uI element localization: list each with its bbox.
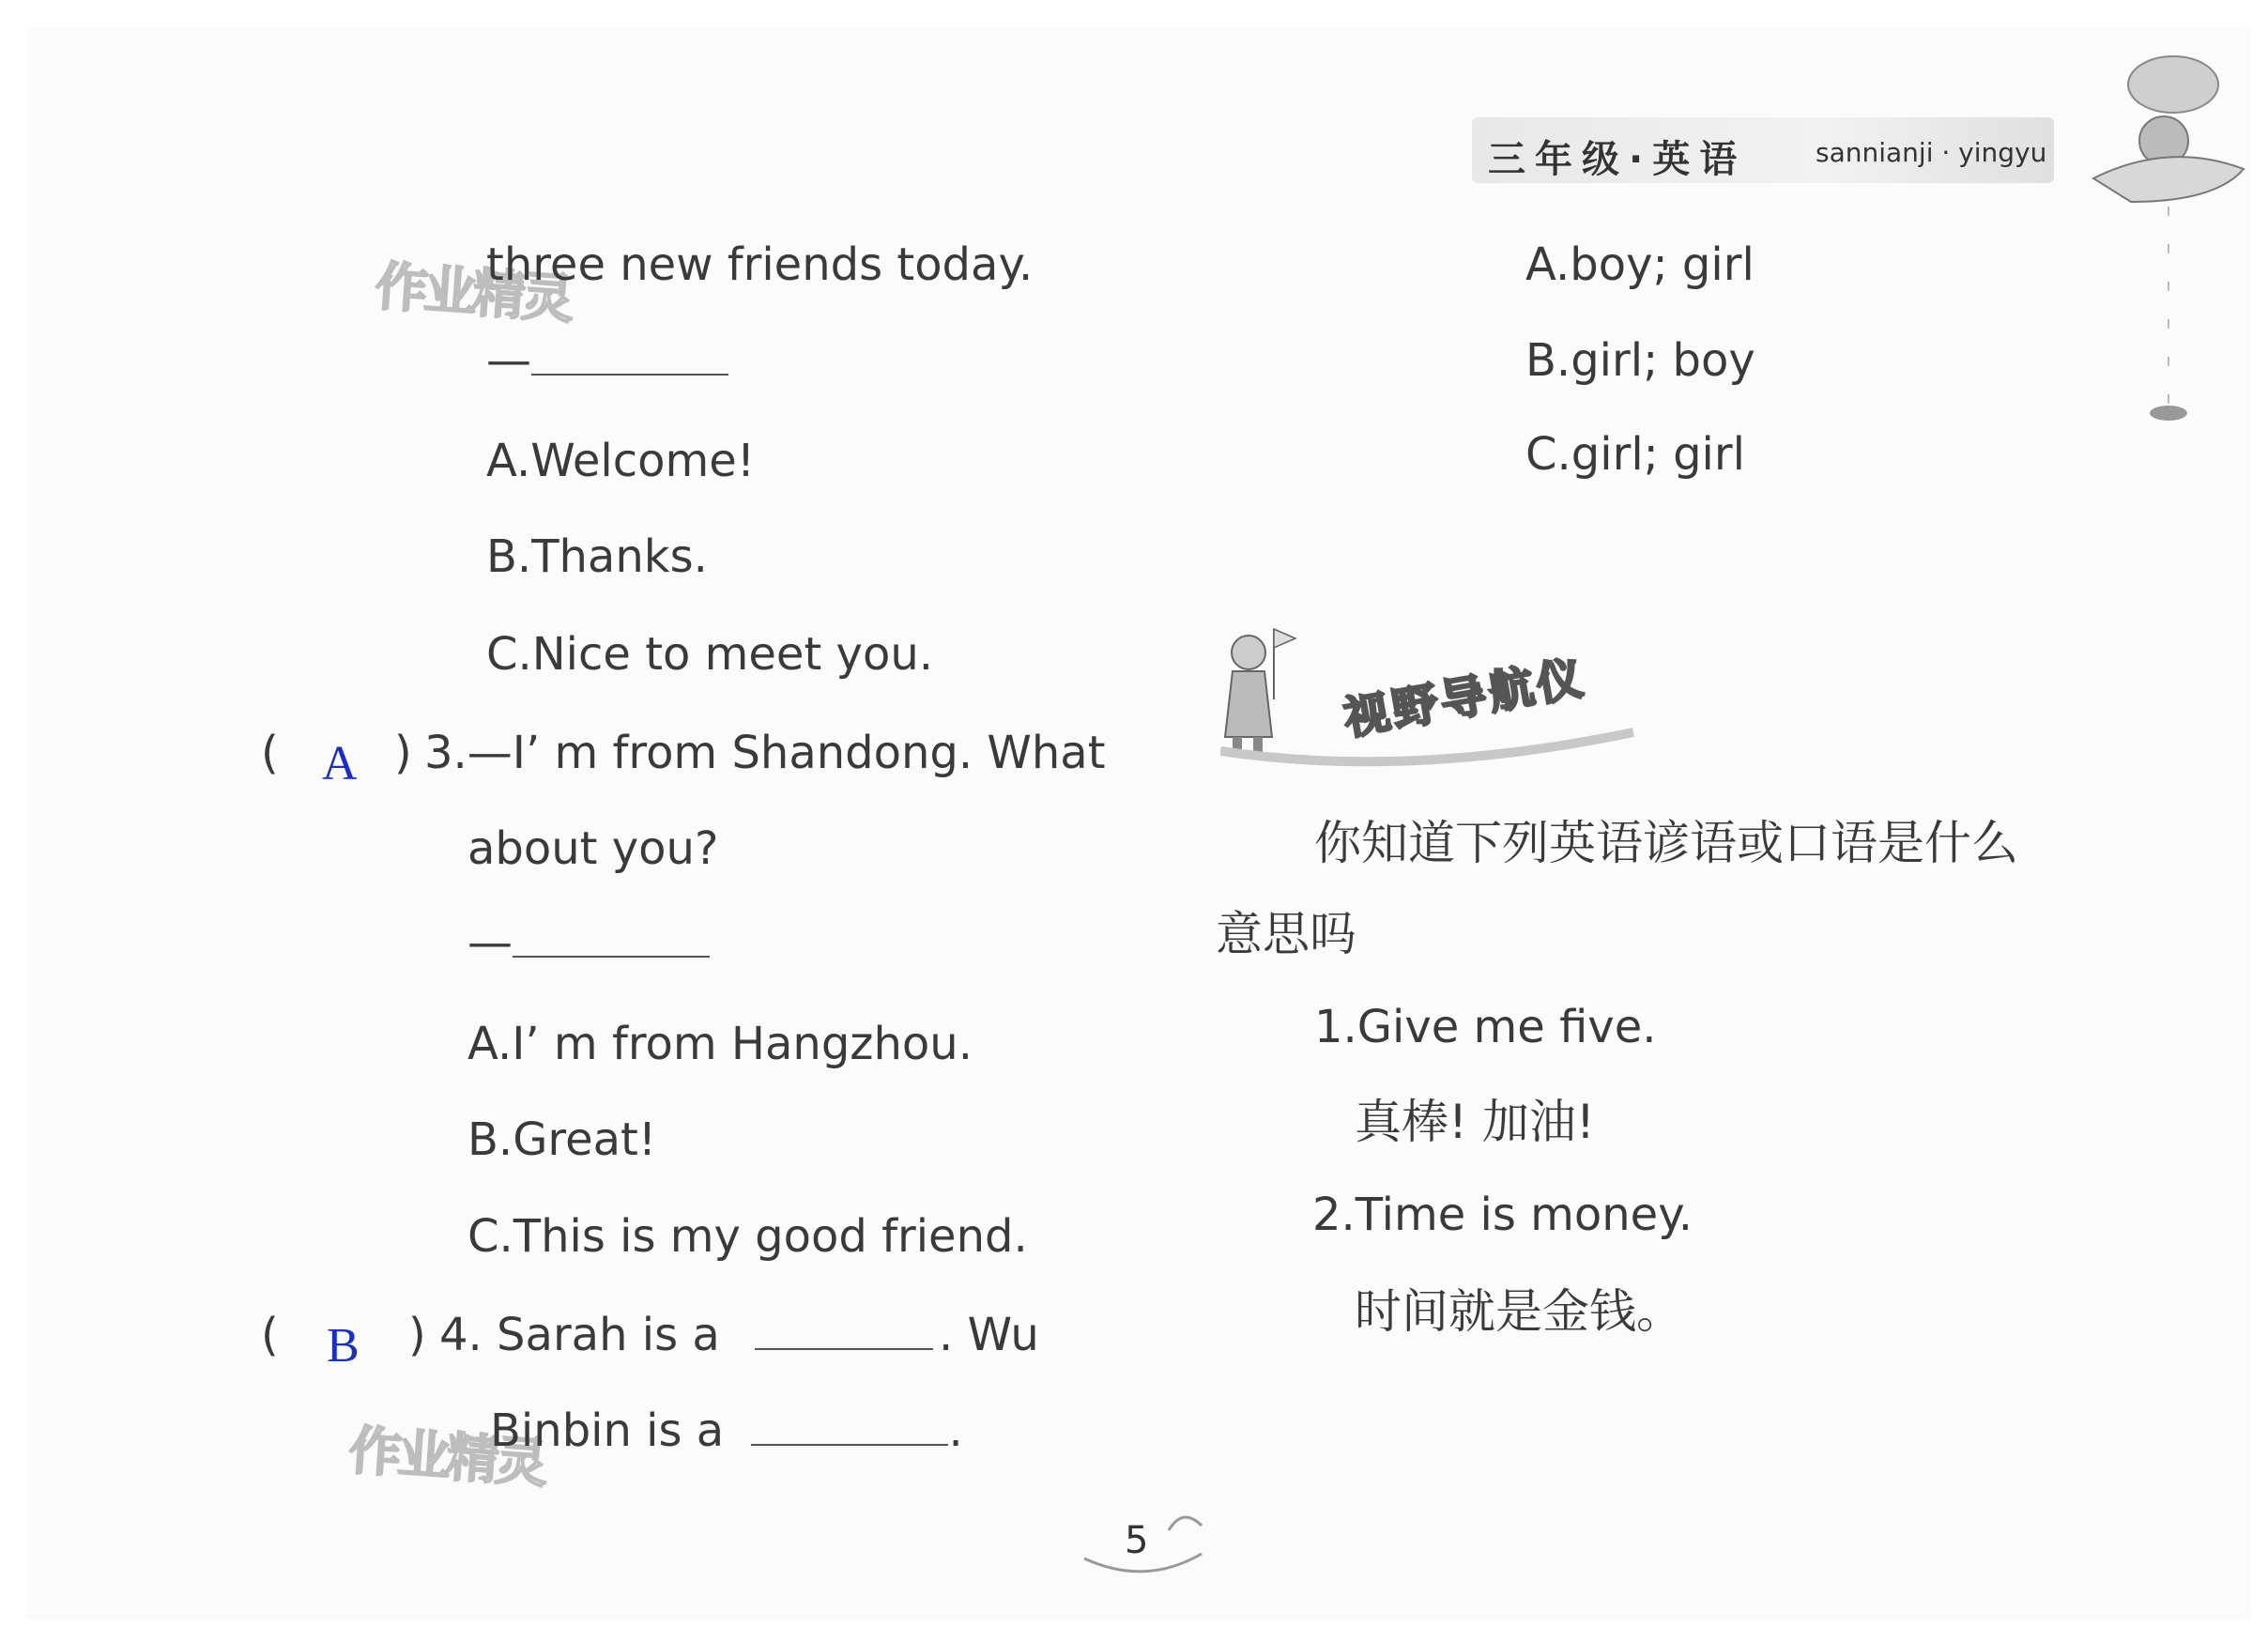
q3-reply-line xyxy=(467,916,710,969)
section-title: 视野导航仪 xyxy=(1340,651,1590,746)
q3-question-line1: 3.—I’ m from Shandong. What xyxy=(424,727,1106,779)
q4-paren-open: ( xyxy=(261,1309,279,1361)
intro-line2: 意思吗 xyxy=(1216,907,1356,961)
q2-option-b: B.Thanks. xyxy=(486,530,708,583)
q4-paren-close: ) xyxy=(408,1309,426,1361)
q3-option-c: C.This is my good friend. xyxy=(467,1210,1028,1263)
proverb-1-chinese: 真棒! 加油! xyxy=(1355,1095,1595,1149)
watermark-top: 作业精灵 xyxy=(373,255,573,331)
q2-reply-line xyxy=(486,334,728,387)
dash: — xyxy=(486,334,531,387)
dash: — xyxy=(467,916,513,969)
q2-continuation: three new friends today. xyxy=(486,238,1034,291)
q3-handwritten-answer: A xyxy=(322,737,358,790)
q3-paren-close: ) xyxy=(394,727,412,779)
proverb-2-english: 2.Time is money. xyxy=(1312,1189,1693,1241)
lotus-girl-illustration xyxy=(2075,28,2262,422)
q4-line2-text: Binbin is a xyxy=(490,1404,725,1457)
answer-blank xyxy=(755,1348,933,1350)
answer-blank xyxy=(531,374,728,376)
q4-option-a: A.boy; girl xyxy=(1525,238,1755,291)
answer-blank xyxy=(513,956,710,958)
intro-line1: 你知道下列英语谚语或口语是什么 xyxy=(1314,816,2018,870)
q4-question-line2 xyxy=(490,1404,963,1457)
watermark-bottom: 作业精灵 xyxy=(346,1419,546,1496)
q4-line2-tail: . xyxy=(948,1404,963,1457)
grade-subject-pinyin: sannianji · yingyu xyxy=(1816,137,2047,168)
proverb-2-chinese: 时间就是金钱。 xyxy=(1355,1284,1683,1339)
q2-option-a: A.Welcome! xyxy=(486,435,756,487)
proverb-1-english: 1.Give me five. xyxy=(1314,1001,1657,1053)
q2-option-c: C.Nice to meet you. xyxy=(486,628,933,681)
page-number: 5 xyxy=(1125,1519,1149,1562)
q4-option-c: C.girl; girl xyxy=(1525,428,1745,481)
q3-question-line2: about you? xyxy=(467,822,719,875)
q4-question-line1 xyxy=(439,1309,1039,1361)
answer-blank xyxy=(751,1444,948,1446)
q4-option-b: B.girl; boy xyxy=(1525,334,1755,387)
q4-line1-text: 4. Sarah is a xyxy=(439,1309,720,1361)
q3-option-a: A.I’ m from Hangzhou. xyxy=(467,1018,973,1070)
q3-option-b: B.Great! xyxy=(467,1113,657,1166)
q4-line1-tail: . Wu xyxy=(939,1309,1039,1361)
q4-handwritten-answer: B xyxy=(327,1319,360,1373)
q3-paren-open: ( xyxy=(261,727,279,779)
grade-subject-title: 三年级·英语 xyxy=(1488,138,1747,181)
